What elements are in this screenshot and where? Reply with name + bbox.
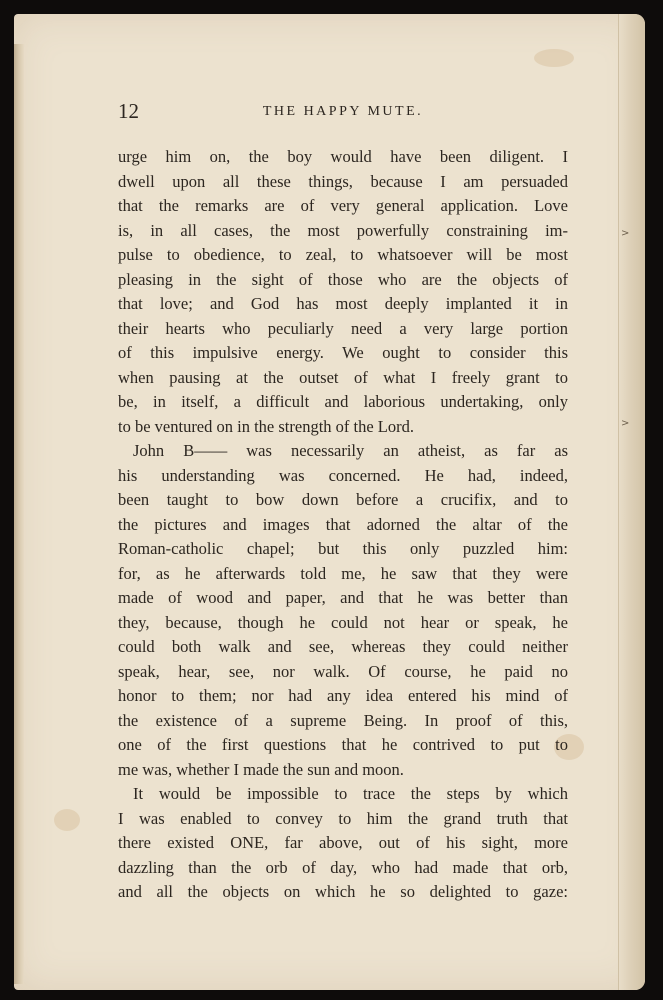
text-line: to be ventured on in the strength of the Lord.: [118, 416, 415, 436]
text-line: and all the objects on which he so delighted to gaze:: [118, 882, 568, 901]
text-line: It would be impossible to trace the steps by which: [133, 784, 568, 803]
text-line: be, in itself, a difficult and laborious undertaking, only: [118, 392, 568, 411]
page-number: 12: [118, 99, 139, 123]
gutter-mark-icon: >: [621, 228, 630, 239]
text-line: that the remarks are of very general application. Love: [118, 196, 568, 215]
text-line: urge him on, the boy would have been diligent. I: [118, 147, 568, 166]
text-line: of this impulsive energy. We ought to consider this: [118, 343, 568, 362]
text-line: for, as he afterwards told me, he saw that they were: [118, 563, 568, 583]
book-page: [14, 14, 645, 990]
running-title: THE HAPPY MUTE.: [262, 104, 424, 119]
page-header: [118, 99, 568, 129]
text-line: could both walk and see, whereas they could neither: [118, 637, 568, 656]
text-line: speak, hear, see, nor walk. Of course, he paid no: [118, 661, 568, 681]
text-line: I was enabled to convey to him the grand truth that: [118, 808, 568, 828]
body-text: [118, 145, 568, 905]
text-line: one of the first questions that he contrived to put to: [118, 735, 568, 754]
text-line: when pausing at the outset of what I freely grant to: [118, 367, 568, 387]
paper-stain: [534, 49, 574, 67]
text-line: dwell upon all these things, because I am persuaded: [118, 171, 568, 191]
text-line: John B—— was necessarily an atheist, as far as: [133, 441, 568, 460]
paper-stain: [54, 809, 80, 831]
text-line: the existence of a supreme Being. In proof of this,: [118, 710, 568, 730]
text-line: they, because, though he could not hear or speak, he: [118, 612, 568, 632]
text-line: pulse to obedience, to zeal, to whatsoever will be most: [118, 245, 568, 264]
text-line: his understanding was concerned. He had, indeed,: [118, 465, 568, 485]
text-line: me was, whether I made the sun and moon.: [118, 759, 404, 779]
text-line: honor to them; nor had any idea entered his mind of: [118, 686, 568, 705]
text-line: their hearts who peculiarly need a very large portion: [118, 318, 568, 338]
text-line: is, in all cases, the most powerfully constraining im-: [118, 220, 568, 240]
text-line: Roman-catholic chapel; but this only puzzled him:: [118, 539, 568, 558]
gutter-mark-icon: >: [621, 418, 630, 429]
text-line: been taught to bow down before a crucifix, and to: [118, 490, 568, 509]
text-line: that love; and God has most deeply implanted it in: [118, 294, 568, 313]
page-edge: [14, 44, 24, 984]
text-line: dazzling than the orb of day, who had made that orb,: [118, 857, 568, 877]
text-line: pleasing in the sight of those who are the objects of: [118, 269, 568, 289]
binding-gutter: [618, 14, 645, 990]
text-line: there existed ONE, far above, out of his sight, more: [118, 833, 568, 852]
text-line: the pictures and images that adorned the altar of the: [118, 514, 568, 534]
text-line: made of wood and paper, and that he was better than: [118, 588, 568, 607]
